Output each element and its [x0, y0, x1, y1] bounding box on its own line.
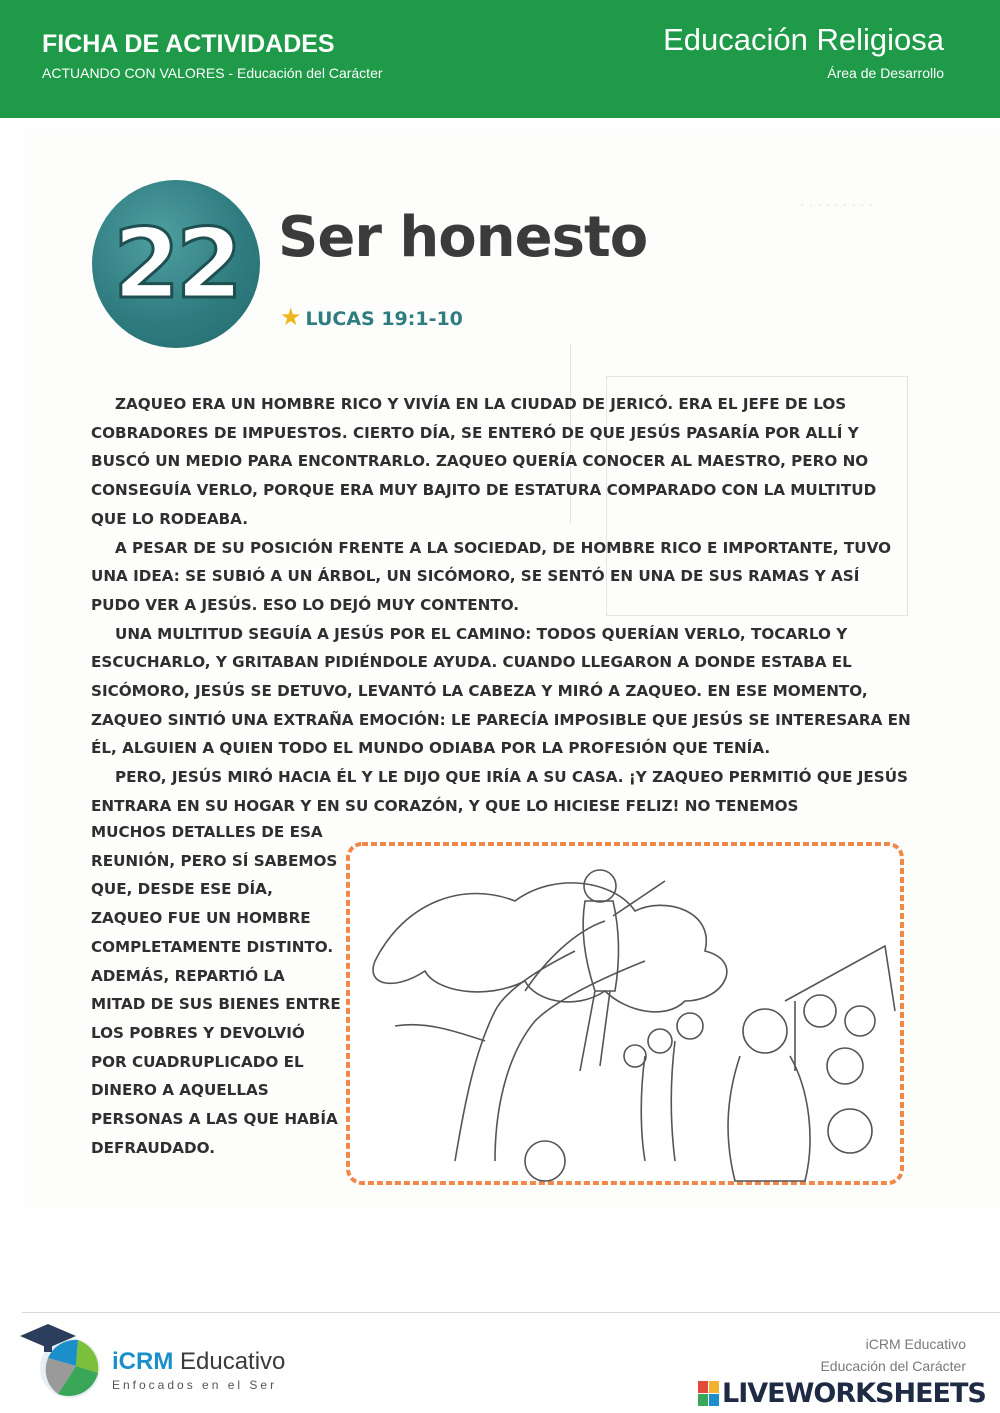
story-paragraph-4-continued: MUCHOS DETALLES DE ESA REUNIÓN, PERO SÍ SABEMOS QUE, DESDE ESE DÍA, ZAQUEO FUE UN HOMBRE COMPLETAMENTE DISTINTO. ADEMÁS, REPARTIÓ LA MITAD DE SUS BIENES ENTRE LOS POBRES Y DEVOLVIÓ POR CUADRUPLICADO EL DINERO A AQUELLAS PERSONAS A LAS QUE HABÍA DEFRAUDADO.: [91, 823, 341, 1157]
worksheet-subtitle: ACTUANDO CON VALORES - Educación del Carácter: [42, 65, 383, 81]
logo-tagline: Enfocados en el Ser: [112, 1378, 278, 1392]
liveworksheets-icon: [698, 1376, 720, 1410]
lesson-number-badge: [92, 180, 260, 348]
area-label: Área de Desarrollo: [827, 65, 944, 81]
footer-program: Educación del Carácter: [820, 1358, 966, 1374]
story-paragraph-2: A PESAR DE SU POSICIÓN FRENTE A LA SOCIEDAD, DE HOMBRE RICO E IMPORTANTE, TUVO UNA IDEA: SE SUBIÓ A UN ÁRBOL, UN SICÓMORO, SE SENTÓ EN UNA DE SUS RAMAS Y ASÍ PUDO VER A JESÚS. ESO LO DEJÓ MUY CONTENTO.: [91, 538, 891, 614]
liveworksheets-watermark: LIVEWORKSHEETS: [722, 1378, 986, 1409]
bleed-through-text: · · · · · · · · ·: [800, 196, 874, 212]
star-icon: ★: [280, 303, 302, 331]
icrm-logo-text: [112, 1348, 285, 1376]
footer-divider: [22, 1312, 1000, 1313]
worksheet-title: FICHA DE ACTIVIDADES: [42, 30, 335, 58]
illustration-frame: [348, 844, 902, 1183]
story-text: [91, 390, 911, 821]
header-bar: [0, 0, 1000, 118]
subject-title: Educación Religiosa: [663, 22, 944, 57]
zacchaeus-tree-illustration: [345, 841, 905, 1186]
story-paragraph-3: UNA MULTITUD SEGUÍA A JESÚS POR EL CAMINO: TODOS QUERÍAN VERLO, TOCARLO Y ESCUCHARLO, Y GRITABAN PIDIÉNDOLE AYUDA. CUANDO LLEGARON A DONDE ESTABA EL SICÓMORO, JESÚS SE DETUVO, LEVANTÓ LA CABEZA Y MIRÓ A ZAQUEO. EN ESE MOMENTO, ZAQUEO SINTIÓ UNA EXTRAÑA EMOCIÓN: LE PARECÍA IMPOSIBLE QUE JESÚS SE INTERESARA EN ÉL, ALGUIEN A QUIEN TODO EL MUNDO ODIABA POR LA PROFESIÓN QUE TENÍA.: [91, 624, 911, 758]
bible-reference: [280, 303, 463, 331]
footer-publisher: iCRM Educativo: [865, 1336, 966, 1352]
icrm-logo-icon: [18, 1318, 108, 1404]
lesson-title: Ser honesto: [278, 205, 648, 270]
lesson-number: 22: [113, 208, 239, 320]
story-paragraph-4: PERO, JESÚS MIRÓ HACIA ÉL Y LE DIJO QUE IRÍA A SU CASA. ¡Y ZAQUEO PERMITIÓ QUE JESÚS ENTRARA EN SU HOGAR Y EN SU CORAZÓN, Y QUE LO HICIESE FELIZ! NO TENEMOS: [91, 768, 908, 815]
bible-reference-text: LUCAS 19:1-10: [305, 308, 463, 330]
logo-name: Educativo: [180, 1348, 286, 1375]
logo-brand: iCRM: [112, 1348, 174, 1375]
story-paragraph-1: ZAQUEO ERA UN HOMBRE RICO Y VIVÍA EN LA CIUDAD DE JERICÓ. ERA EL JEFE DE LOS COBRADORES DE IMPUESTOS. CIERTO DÍA, SE ENTERÓ DE QUE JESÚS PASARÍA POR ALLÍ Y BUSCÓ UN MEDIO PARA ENCONTRARLO. ZAQUEO QUERÍA CONOCER AL MAESTRO, PERO NO CONSEGUÍA VERLO, PORQUE ERA MUY BAJITO DE ESTATURA COMPARADO CON LA MULTITUD QUE LO RODEABA.: [91, 395, 877, 528]
